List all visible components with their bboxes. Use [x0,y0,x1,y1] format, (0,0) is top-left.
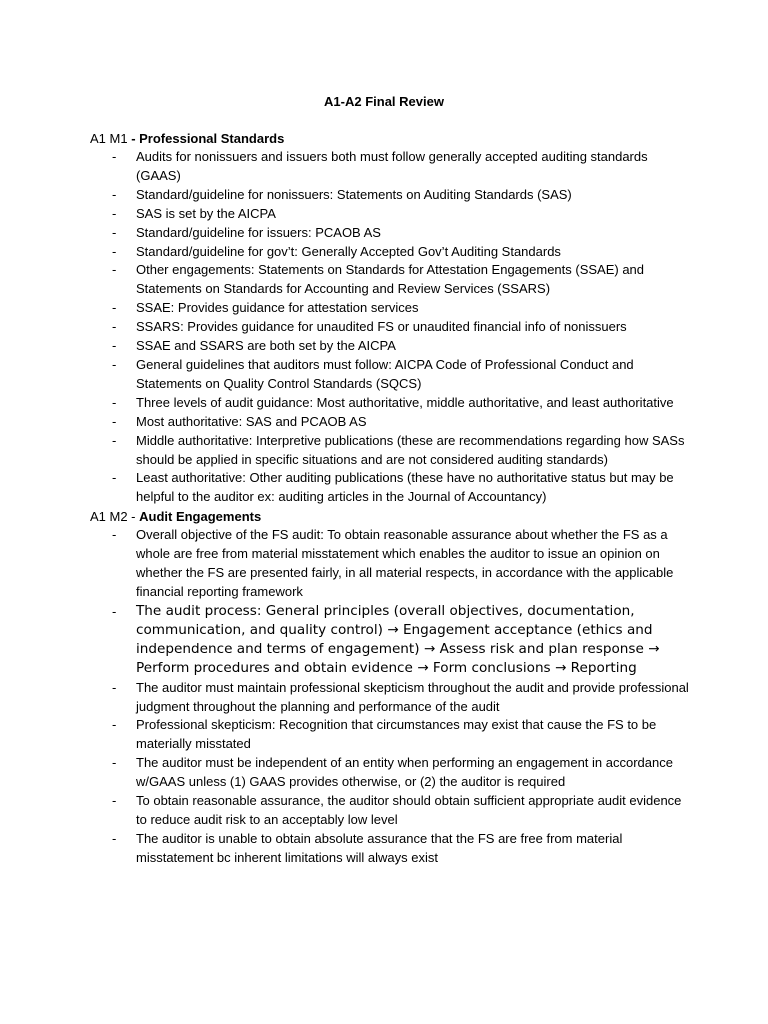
list-item-text: Most authoritative: SAS and PCAOB AS [136,413,367,429]
list-item [90,205,690,224]
list-item [90,299,690,318]
bullet-list [90,526,690,868]
list-item-text: SSAE and SSARS are both set by the AICPA [136,338,396,354]
dash-bullet: - [112,679,117,695]
list-item-text: Professional skepticism: Recognition that circumstances may exist that cause the FS to be materially misstated [136,717,657,752]
bullet-list [90,148,690,507]
list-item [90,754,690,792]
dash-bullet: - [112,793,117,809]
list-item-text: Standard/guideline for nonissuers: Statements on Auditing Standards (SAS) [136,186,572,202]
list-item-text: Standard/guideline for issuers: PCAOB AS [136,224,381,240]
list-item-text: Overall objective of the FS audit: To obtain reasonable assurance about whether the FS as a whole are free from material misstatement which enables the auditor to issue an opinion on whether the FS are presented fairly, in all material respects, in accordance with the applicable financial reporting framework [136,527,674,599]
list-item [90,679,690,717]
list-item [90,830,690,868]
list-item-text: General guidelines that auditors must follow: AICPA Code of Professional Conduct and Statements on Quality Control Standards (SQCS) [136,356,634,391]
list-item [90,602,690,679]
dash-bullet: - [112,243,117,259]
list-item [90,261,690,299]
section-number: A1 M1 [90,131,132,146]
list-item [90,413,690,432]
list-item [90,186,690,205]
dash-bullet: - [112,319,117,335]
list-item-text: SSAE: Provides guidance for attestation services [136,300,419,316]
dash-bullet: - [112,755,117,771]
section-title: - Professional Standards [131,131,285,146]
list-item [90,432,690,470]
list-item [90,148,690,186]
list-item-text: The audit process: General principles (overall objectives, documentation, communication, and quality control) → Engagement acceptance (ethics and independence and terms of engagement) → Assess risk and plan response → Perform procedures and obtain evidence → Form conclusions → Reporting [136,602,660,677]
list-item-text: SSARS: Provides guidance for unaudited FS or unaudited financial info of nonissuers [136,319,627,335]
list-item [90,224,690,243]
page-title: A1-A2 Final Review [324,94,444,109]
list-item-text: SAS is set by the AICPA [136,205,276,221]
section-heading [90,129,690,148]
list-item [90,394,690,413]
dash-bullet: - [112,205,117,221]
list-item-text: The auditor must maintain professional skepticism throughout the audit and provide professional judgment throughout the planning and performance of the audit [136,679,689,714]
dash-bullet: - [112,224,117,240]
list-item [90,337,690,356]
list-item-text: The auditor must be independent of an entity when performing an engagement in accordance w/GAAS unless (1) GAAS provides otherwise, or (2) the auditor is required [136,755,673,790]
list-item [90,356,690,394]
section-title: Audit Engagements [139,509,262,525]
list-item [90,792,690,830]
list-item-text: To obtain reasonable assurance, the auditor should obtain sufficient appropriate audit evidence to reduce audit risk to an acceptably low level [136,793,682,827]
list-item-text: Least authoritative: Other auditing publications (these have no authoritative status but may be helpful to the auditor ex: auditing articles in the Journal of Accountancy) [136,470,674,505]
dash-bullet: - [112,470,117,486]
dash-bullet: - [112,394,117,410]
document-body [90,129,690,868]
dash-bullet: - [112,432,117,448]
dash-bullet: - [112,356,117,372]
list-item [90,526,690,602]
list-item-text: Audits for nonissuers and issuers both must follow generally accepted auditing standards (GAAS) [136,149,648,183]
dash-bullet: - [112,527,117,543]
list-item-text: Other engagements: Statements on Standards for Attestation Engagements (SSAE) and Statements on Standards for Accounting and Review Services (SSARS) [136,262,645,297]
list-item-text: Middle authoritative: Interpretive publications (these are recommendations regarding how SASs should be applied in specific situations and are not considered auditing standards) [136,432,685,467]
section-number: A1 M2 - [90,509,140,525]
dash-bullet: - [112,149,117,164]
list-item [90,469,690,507]
dash-bullet: - [112,186,117,202]
dash-bullet: - [112,413,117,429]
dash-bullet: - [112,830,117,846]
list-item [90,318,690,337]
dash-bullet: - [112,262,117,278]
dash-bullet: - [112,300,117,316]
dash-bullet: - [112,603,117,619]
section-heading [90,507,690,526]
list-item-text: Standard/guideline for gov’t: Generally Accepted Gov’t Auditing Standards [136,243,561,259]
list-item-text: The auditor is unable to obtain absolute assurance that the FS are free from material misstatement bc inherent limitations will always exist [136,830,623,865]
list-item [90,243,690,262]
dash-bullet: - [112,717,117,733]
dash-bullet: - [112,338,117,354]
list-item-text: Three levels of audit guidance: Most authoritative, middle authoritative, and least authoritative [136,394,674,410]
list-item [90,716,690,754]
